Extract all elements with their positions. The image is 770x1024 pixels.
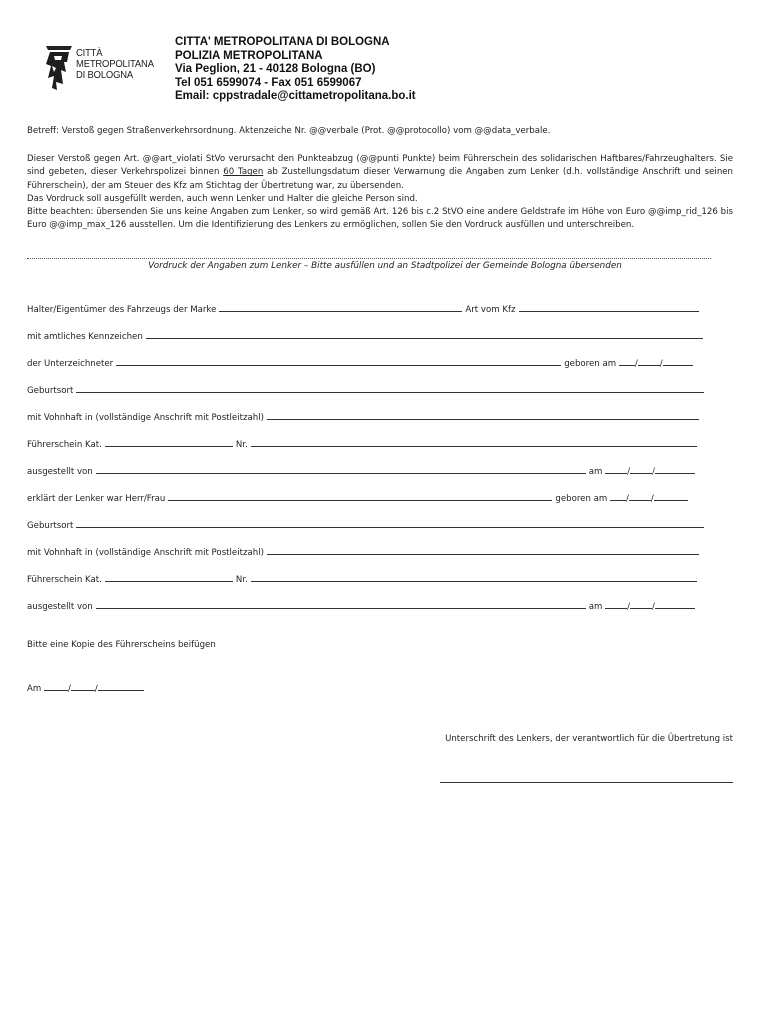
issued-on-label: am [588,467,603,477]
signer-row: der Unterzeichneter geboren am / / [27,356,693,369]
license-number-label: Nr. [235,440,248,450]
vehicle-make-field[interactable] [219,302,462,312]
city-logo [42,42,162,94]
driver-birth-month-field[interactable] [629,491,651,501]
body-paragraph-3: Bitte beachten: übersenden Sie uns keine Angaben zum Lenker, so wird gemäß Art. 126 bis c.2 StVO eine andere Geldstrafe im Höhe von Euro @@imp_rid_126 bis Euro @@imp_max_126 ausstellen. Um die Identifizierung des Lenkers zu ermöglichen, sollen Sie den Vordruck ausfüllen und unterschreiben. [27,207,733,231]
org-name: CITTA' METROPOLITANA DI BOLOGNA [175,36,390,48]
license-row [27,437,700,450]
birth-month-field[interactable] [638,356,660,366]
driver-license-category-field[interactable] [105,572,233,582]
birth-year-field[interactable] [663,356,693,366]
owner-label: Halter/Eigentümer des Fahrzeugs der Marke [27,305,217,315]
driver-row: erklärt der Lenker war Herr/Frau geboren am / / [27,491,688,504]
date-label: Am [27,684,42,694]
department-name: POLIZIA METROPOLITANA [175,49,323,62]
email: Email: cppstradale@cittametropolitana.bo.it [175,90,416,102]
birthplace-row [27,383,707,396]
plate-label: mit amtliches Kennzeichen [27,332,143,342]
copy-note: Bitte eine Kopie des Führerscheins beifügen [27,640,216,650]
issued-day-field[interactable] [605,464,627,474]
body-paragraph-2: Das Vordruck soll ausgefüllt werden, auch wenn Lenker und Halter die gleiche Person sind. [27,194,418,204]
birthplace-label: Geburtsort [27,386,74,396]
license-number-field[interactable] [251,437,697,447]
driver-issued-year-field[interactable] [655,599,695,609]
sign-month-field[interactable] [71,681,95,691]
driver-birth-year-field[interactable] [654,491,688,501]
address: Via Peglion, 21 - 40128 Bologna (BO) [175,63,376,75]
birth-day-field[interactable] [619,356,635,366]
driver-issued-row: ausgestellt von am / / [27,599,695,612]
license-category-label: Führerschein Kat. [27,440,102,450]
sign-year-field[interactable] [98,681,144,691]
issued-year-field[interactable] [655,464,695,474]
dotted-divider [27,258,711,259]
driver-label: erklärt der Lenker war Herr/Frau [27,494,166,504]
logo-line-3: DI BOLOGNA [76,69,134,81]
driver-issued-by-label: ausgestellt von [27,602,93,612]
residence-field[interactable] [267,410,699,420]
residence-row [27,410,702,423]
logo-line-2: METROPOLITANA [76,58,154,70]
born-label: geboren am [564,359,617,369]
signer-name-field[interactable] [116,356,561,366]
driver-residence-row [27,545,702,558]
signer-label: der Unterzeichneter [27,359,114,369]
sign-day-field[interactable] [44,681,68,691]
date-row: Am / / [27,681,144,694]
driver-license-number-field[interactable] [251,572,697,582]
logo-line-1: CITTÀ [76,47,103,59]
driver-issued-by-field[interactable] [96,599,586,609]
subject-line: Betreff: Verstoß gegen Straßenverkehrsordnung. Aktenzeiche Nr. @@verbale (Prot. @@protocollo) vom @@data_verbale. [27,126,551,136]
birthplace-field[interactable] [76,383,704,393]
license-category-field[interactable] [105,437,233,447]
vehicle-type-label: Art vom Kfz [465,305,516,315]
signature-field[interactable] [440,782,733,783]
body-paragraph-1 [27,153,733,193]
issued-row: ausgestellt von am / / [27,464,695,477]
plate-row [27,329,706,342]
driver-issued-day-field[interactable] [605,599,627,609]
driver-issued-on-label: am [588,602,603,612]
owner-row [27,302,702,315]
issued-by-field[interactable] [96,464,586,474]
body-text: ab Zustellungsdatum dieser Verwarnung die Angaben zum Lenker (d.h. vollständige Anschrift und seinen Führerschein), der am Steuer des Kfz am Stichtag der Übertretung war, zu übersenden. [27,167,733,191]
driver-license-category-label: Führerschein Kat. [27,575,102,585]
issued-month-field[interactable] [630,464,652,474]
body-text: Dieser Verstoß gegen Art. @@art_violati StVo verursacht den Punkteabzug (@@punti Punkte) beim Führerschein des solidarischen Haftbares/Fahrzeughalters. Sie sind gebeten, dieser Verkehrspolizei binnen [27,154,733,178]
vehicle-type-field[interactable] [519,302,699,312]
deadline-text: 60 Tagen [223,167,264,178]
driver-birth-day-field[interactable] [610,491,626,501]
issued-by-label: ausgestellt von [27,467,93,477]
license-plate-field[interactable] [146,329,703,339]
phone-fax: Tel 051 6599074 - Fax 051 6599067 [175,76,362,89]
form-subtitle: Vordruck der Angaben zum Lenker – Bitte ausfüllen und an Stadtpolizei der Gemeinde Bologna übersenden [148,261,622,271]
letterhead [175,36,416,104]
driver-birthplace-label: Geburtsort [27,521,74,531]
driver-born-label: geboren am [555,494,608,504]
driver-residence-field[interactable] [267,545,699,555]
residence-label: mit Vohnhaft in (vollständige Anschrift mit Postleitzahl) [27,413,264,423]
driver-birthplace-field[interactable] [76,518,704,528]
tower-emblem-icon [42,42,76,94]
driver-name-field[interactable] [168,491,552,501]
driver-issued-month-field[interactable] [630,599,652,609]
signature-label: Unterschrift des Lenkers, der verantwortlich für die Übertretung ist [445,734,733,744]
driver-license-number-label: Nr. [235,575,248,585]
driver-license-row [27,572,700,585]
logo-wordmark [76,48,154,81]
driver-birthplace-row [27,518,707,531]
driver-residence-label: mit Vohnhaft in (vollständige Anschrift mit Postleitzahl) [27,548,264,558]
